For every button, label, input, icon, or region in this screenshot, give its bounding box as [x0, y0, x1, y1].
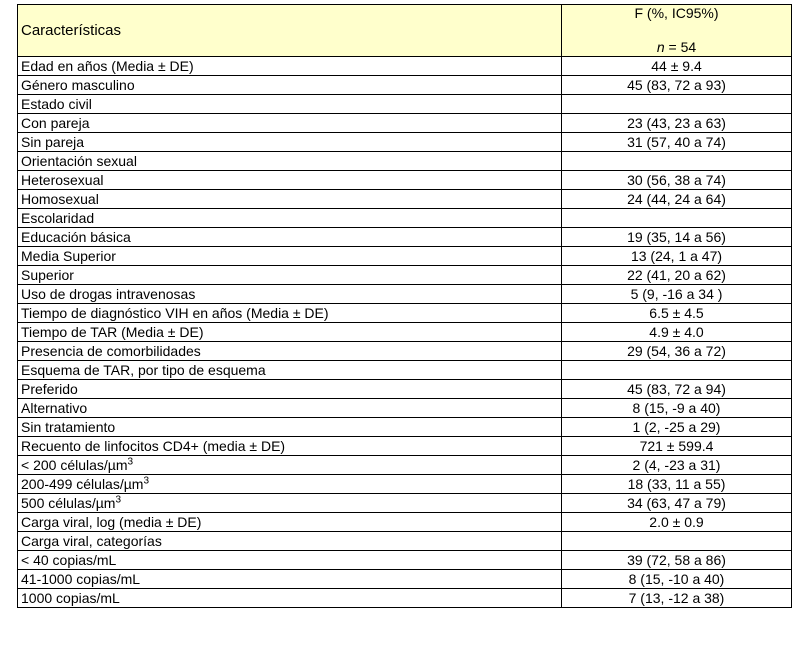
table-row — [18, 247, 792, 266]
table-row — [18, 342, 792, 361]
row-label-superscript: 3 — [143, 474, 150, 486]
table-row — [18, 57, 792, 76]
row-value — [562, 95, 792, 114]
row-label: Carga viral, categorías — [18, 532, 562, 551]
row-value: 721 ± 599.4 — [562, 437, 792, 456]
row-value: 4.9 ± 4.0 — [562, 323, 792, 342]
table-row — [18, 570, 792, 589]
row-label: Tiempo de TAR (Media ± DE) — [18, 323, 562, 342]
row-value: 18 (33, 11 a 55) — [562, 475, 792, 494]
row-value: 8 (15, -9 a 40) — [562, 399, 792, 418]
row-label: Preferido — [18, 380, 562, 399]
header-value-line1: F (%, IC95%) — [634, 5, 719, 21]
table-row — [18, 437, 792, 456]
row-value: 45 (83, 72 a 93) — [562, 76, 792, 95]
row-label: Sin tratamiento — [18, 418, 562, 437]
row-value: 30 (56, 38 a 74) — [562, 171, 792, 190]
row-value: 6.5 ± 4.5 — [562, 304, 792, 323]
table-row — [18, 418, 792, 437]
row-label: Con pareja — [18, 114, 562, 133]
row-value: 1 (2, -25 a 29) — [562, 418, 792, 437]
row-label: Estado civil — [18, 95, 562, 114]
table-row — [18, 209, 792, 228]
table-row — [18, 133, 792, 152]
table-row — [18, 551, 792, 570]
row-value — [562, 532, 792, 551]
row-label: Género masculino — [18, 76, 562, 95]
row-label-text: < 200 células/µm — [21, 456, 128, 473]
row-value: 22 (41, 20 a 62) — [562, 266, 792, 285]
table-row — [18, 114, 792, 133]
row-value: 45 (83, 72 a 94) — [562, 380, 792, 399]
row-label: Educación básica — [18, 228, 562, 247]
row-label: Esquema de TAR, por tipo de esquema — [18, 361, 562, 380]
table-row — [18, 456, 792, 475]
header-frequency — [562, 5, 792, 57]
row-value: 13 (24, 1 a 47) — [562, 247, 792, 266]
table-row — [18, 532, 792, 551]
row-label: Uso de drogas intravenosas — [18, 285, 562, 304]
row-label: Escolaridad — [18, 209, 562, 228]
header-n-label: n — [656, 39, 665, 55]
row-label-superscript: 3 — [115, 493, 122, 505]
table-header-row — [18, 5, 792, 57]
table-row — [18, 323, 792, 342]
row-label-text: 200-499 células/µm — [21, 475, 144, 492]
table-row — [18, 589, 792, 608]
row-label: Homosexual — [18, 190, 562, 209]
row-value: 44 ± 9.4 — [562, 57, 792, 76]
table-row — [18, 475, 792, 494]
row-value: 19 (35, 14 a 56) — [562, 228, 792, 247]
row-label: Presencia de comorbilidades — [18, 342, 562, 361]
header-characteristics: Características — [18, 5, 562, 57]
row-value: 29 (54, 36 a 72) — [562, 342, 792, 361]
table-row — [18, 513, 792, 532]
row-label: Recuento de linfocitos CD4+ (media ± DE) — [18, 437, 562, 456]
row-label: Tiempo de diagnóstico VIH en años (Media ± DE) — [18, 304, 562, 323]
row-label-text: 500 células/µm — [21, 494, 116, 511]
row-label: 41-1000 copias/mL — [18, 570, 562, 589]
row-label — [18, 475, 562, 494]
row-value — [562, 361, 792, 380]
row-value: 5 (9, -16 a 34 ) — [562, 285, 792, 304]
row-label: Superior — [18, 266, 562, 285]
table-row — [18, 380, 792, 399]
row-value — [562, 152, 792, 171]
row-value: 7 (13, -12 a 38) — [562, 589, 792, 608]
row-label-superscript: 3 — [127, 455, 134, 467]
row-value — [562, 209, 792, 228]
row-label: Media Superior — [18, 247, 562, 266]
row-label: Carga viral, log (media ± DE) — [18, 513, 562, 532]
table-row — [18, 399, 792, 418]
table-row — [18, 152, 792, 171]
table-row — [18, 171, 792, 190]
header-n-value: = 54 — [664, 39, 697, 55]
row-label — [18, 456, 562, 475]
table-row — [18, 494, 792, 513]
row-value: 24 (44, 24 a 64) — [562, 190, 792, 209]
row-value: 8 (15, -10 a 40) — [562, 570, 792, 589]
table-row — [18, 190, 792, 209]
row-value: 31 (57, 40 a 74) — [562, 133, 792, 152]
row-label: Edad en años (Media ± DE) — [18, 57, 562, 76]
table-row — [18, 76, 792, 95]
row-label: Alternativo — [18, 399, 562, 418]
row-value: 23 (43, 23 a 63) — [562, 114, 792, 133]
row-value: 2.0 ± 0.9 — [562, 513, 792, 532]
row-label: < 40 copias/mL — [18, 551, 562, 570]
table-row — [18, 285, 792, 304]
row-label: Orientación sexual — [18, 152, 562, 171]
table-row — [18, 228, 792, 247]
row-label: Sin pareja — [18, 133, 562, 152]
row-value: 39 (72, 58 a 86) — [562, 551, 792, 570]
row-label — [18, 494, 562, 513]
table-row — [18, 304, 792, 323]
row-label: 1000 copias/mL — [18, 589, 562, 608]
header-sample-size — [565, 39, 788, 56]
row-value: 34 (63, 47 a 79) — [562, 494, 792, 513]
row-value: 2 (4, -23 a 31) — [562, 456, 792, 475]
table-row — [18, 266, 792, 285]
row-label: Heterosexual — [18, 171, 562, 190]
characteristics-table — [17, 4, 792, 608]
table-row — [18, 95, 792, 114]
table-row — [18, 361, 792, 380]
